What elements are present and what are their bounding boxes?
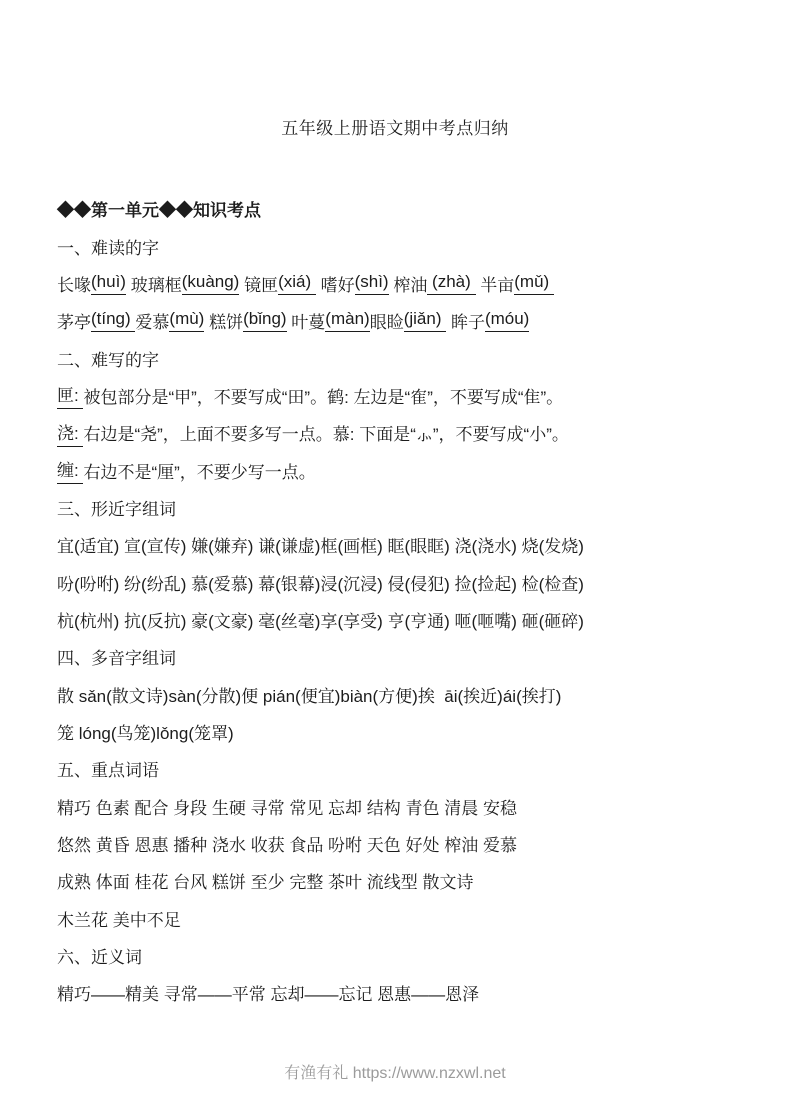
text-segment: 精巧 色素 配合 身段 生硬 寻常 常见 忘却 结构 青色 清晨 安稳 [57, 798, 517, 818]
line-key-words-4 [57, 900, 762, 937]
underlined-text-segment: (jiǎn) [404, 309, 447, 332]
line-section5-heading [57, 750, 762, 787]
text-segment: 五、重点词语 [57, 761, 159, 781]
text-segment: 镜匣 [239, 275, 279, 295]
text-segment: 糕饼 [204, 313, 244, 333]
line-hard-read-2 [57, 302, 762, 339]
text-segment: 杭(杭州) 抗(反抗) 豪(文豪) 毫(丝毫)享(享受) 亨(亨通) 咂(咂嘴) 砸(砸碎) [57, 611, 584, 631]
text-segment: 笼 lóng(鸟笼)lǒng(笼罩) [57, 723, 234, 743]
line-section3-heading [57, 489, 762, 526]
text-segment: ◆◆第一单元◆◆知识考点 [57, 201, 261, 221]
text-segment: 三、形近字组词 [57, 499, 176, 519]
underlined-text-segment: 浇: [57, 419, 83, 447]
text-segment: 二、难写的字 [57, 350, 159, 370]
underlined-text-segment: (mù) [169, 309, 204, 332]
line-section6-heading [57, 937, 762, 974]
line-hard-read-1 [57, 265, 762, 302]
line-section4-heading [57, 638, 762, 675]
text-segment: 被包部分是“甲”，不要写成“田”。鹤: 左边是“隺”，不要写成“隹”。 [83, 387, 564, 407]
text-segment: 散 sǎn(散文诗)sàn(分散)便 pián(便宜)biàn(方便)挨 āi(挨近)ái(挨打) [57, 686, 562, 706]
underlined-text-segment: (shì) [355, 272, 389, 295]
text-segment: 爱慕 [135, 313, 170, 333]
line-section2-heading [57, 339, 762, 376]
line-polyphone-1 [57, 675, 762, 712]
text-segment: 一、难读的字 [57, 238, 159, 258]
underlined-text-segment: (móu) [485, 309, 529, 332]
document-body [57, 190, 762, 1012]
text-segment: 宜(适宜) 宣(宣传) 嫌(嫌弃) 谦(谦虚)框(画框) 眶(眼眶) 浇(浇水) 烧(发烧) [57, 537, 584, 557]
line-hard-write-1 [57, 377, 762, 414]
line-similar-1 [57, 526, 762, 563]
line-unit-heading [57, 190, 762, 227]
underlined-text-segment: (bǐng) [243, 309, 286, 332]
line-similar-2 [57, 563, 762, 600]
line-polyphone-2 [57, 713, 762, 750]
text-segment: 嗜好 [315, 275, 355, 295]
line-similar-3 [57, 601, 762, 638]
line-hard-write-2 [57, 414, 762, 451]
line-hard-write-3 [57, 451, 762, 488]
text-segment: 眼睑 [369, 313, 404, 333]
line-key-words-1 [57, 788, 762, 825]
underlined-text-segment: (zhà) [427, 272, 475, 295]
underlined-text-segment: (xiá) [278, 272, 316, 295]
text-segment: 茅亭 [57, 313, 91, 333]
underlined-text-segment: (huì) [91, 272, 126, 295]
line-key-words-3 [57, 862, 762, 899]
line-synonyms-1 [57, 974, 762, 1011]
text-segment: 四、多音字组词 [57, 649, 176, 669]
line-key-words-2 [57, 825, 762, 862]
underlined-text-segment: (mǔ) [514, 272, 554, 295]
text-segment: 悠然 黄昏 恩惠 播种 浇水 收获 食品 吩咐 天色 好处 榨油 爱慕 [57, 836, 517, 856]
underlined-text-segment: (màn) [325, 309, 369, 332]
text-segment: 六、近义词 [57, 948, 142, 968]
text-segment: 吩(吩咐) 纷(纷乱) 慕(爱慕) 幕(银幕)浸(沉浸) 侵(侵犯) 捡(捡起) 检(检查) [57, 574, 584, 594]
underlined-text-segment: (tíng) [91, 309, 135, 332]
document-title: 五年级上册语文期中考点归纳 [281, 119, 509, 138]
text-segment: 长喙 [57, 275, 91, 295]
text-segment: 榨油 [388, 275, 428, 295]
text-segment: 玻璃框 [125, 275, 182, 295]
text-segment: 眸子 [446, 313, 485, 333]
underlined-text-segment: 匣: [57, 381, 83, 409]
underlined-text-segment: (kuàng) [182, 272, 240, 295]
text-segment: 半亩 [475, 275, 515, 295]
text-segment: 成熟 体面 桂花 台风 糕饼 至少 完整 茶叶 流线型 散文诗 [57, 873, 474, 893]
text-segment: 右边不是“厘”，不要少写一点。 [83, 462, 316, 482]
text-segment: 精巧——精美 寻常——平常 忘却——忘记 恩惠——恩泽 [57, 985, 480, 1005]
underlined-text-segment: 缠: [57, 456, 83, 484]
text-segment: 右边是“尧”，上面不要多写一点。慕: 下面是“⺗”，不要写成“小”。 [83, 425, 569, 445]
watermark-footer: 有渔有礼 https://www.nzxwl.net [284, 1065, 506, 1082]
line-section1-heading [57, 227, 762, 264]
text-segment: 木兰花 美中不足 [57, 910, 181, 930]
text-segment: 叶蔓 [286, 313, 326, 333]
